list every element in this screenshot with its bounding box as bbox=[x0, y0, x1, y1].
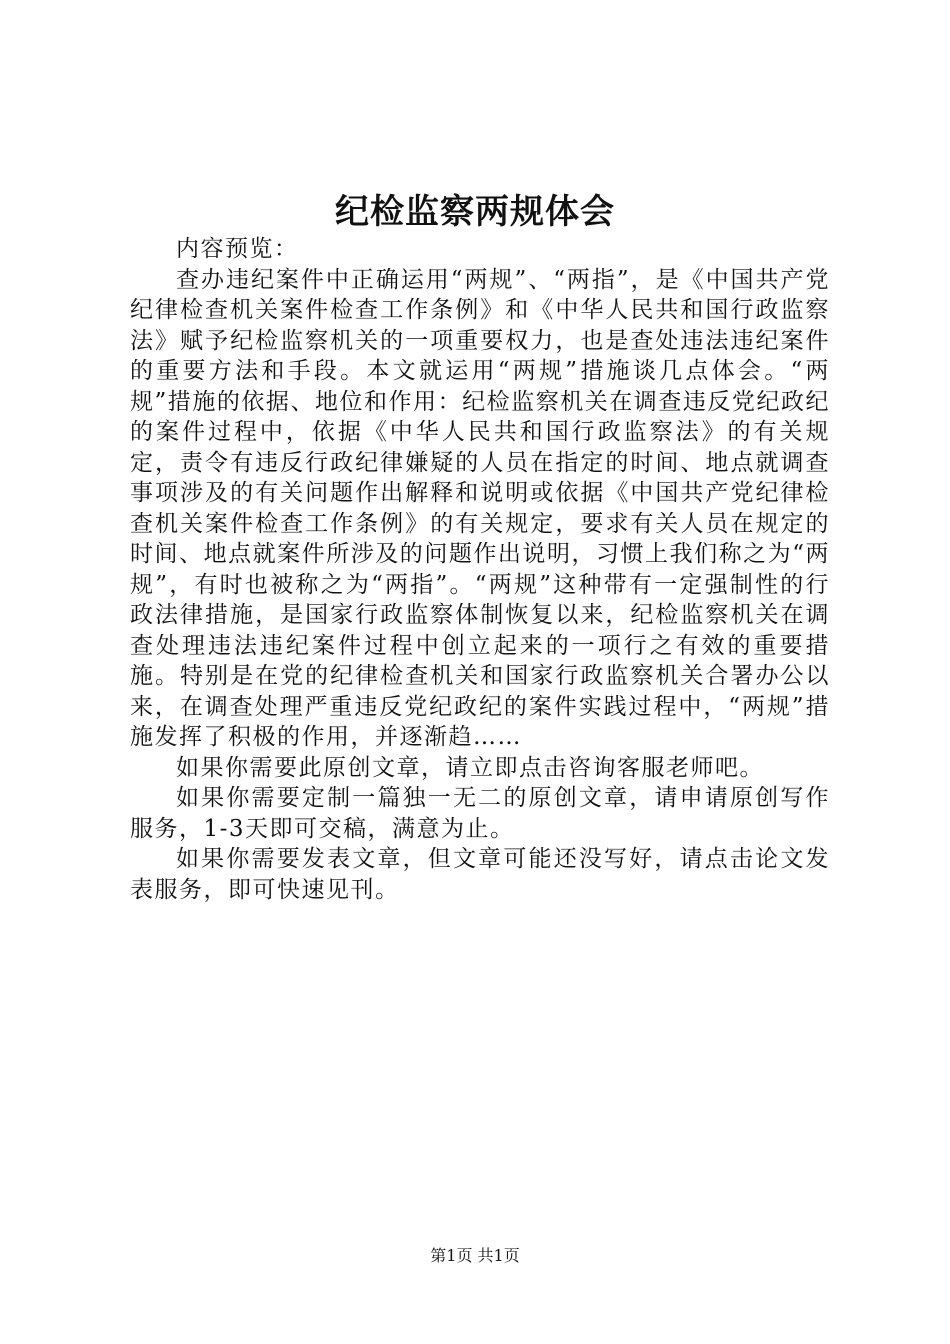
document-body bbox=[130, 234, 830, 905]
document-title: 纪检监察两规体会 bbox=[335, 192, 615, 232]
cta-original-link[interactable]: 如果你需要此原创文章，请立即点击咨询客服老师吧。 bbox=[176, 754, 764, 781]
page-number-footer: 第1页 共1页 bbox=[430, 1246, 520, 1265]
preview-label: 内容预览： bbox=[176, 236, 299, 262]
cta-publish-link[interactable]: 如果你需要发表文章，但文章可能还没写好，请点击论文发表服务，即可快速见刊。 bbox=[130, 846, 830, 903]
cta-custom-writing-link[interactable]: 如果你需要定制一篇独一无二的原创文章，请申请原创写作服务，1-3天即可交稿，满意为止。 bbox=[130, 785, 830, 842]
main-paragraph: 查办违纪案件中正确运用“两规”、“两指”，是《中国共产党纪律检查机关案件检查工作条例》和《中华人民共和国行政监察法》赋予纪检监察机关的一项重要权力，也是查处违法违纪案件的重要方法和手段。本文就运用“两规”措施谈几点体会。“两规”措施的依据、地位和作用：纪检监察机关在调查违反党纪政纪的案件过程中，依据《中华人民共和国行政监察法》的有关规定，责令有违反行政纪律嫌疑的人员在指定的时间、地点就调查事项涉及的有关问题作出解释和说明或依据《中国共产党纪律检查机关案件检查工作条例》的有关规定，要求有关人员在规定的时间、地点就案件所涉及的问题作出说明，习惯上我们称之为“两规”，有时也被称之为“两指”。“两规”这种带有一定强制性的行政法律措施，是国家行政监察体制恢复以来，纪检监察机关在调查处理违法违纪案件过程中创立起来的一项行之有效的重要措施。特别是在党的纪律检查机关和国家行政监察机关合署办公以来，在调查处理严重违反党纪政纪的案件实践过程中，“两规”措施发挥了积极的作用，并逐渐趋…… bbox=[130, 266, 830, 750]
